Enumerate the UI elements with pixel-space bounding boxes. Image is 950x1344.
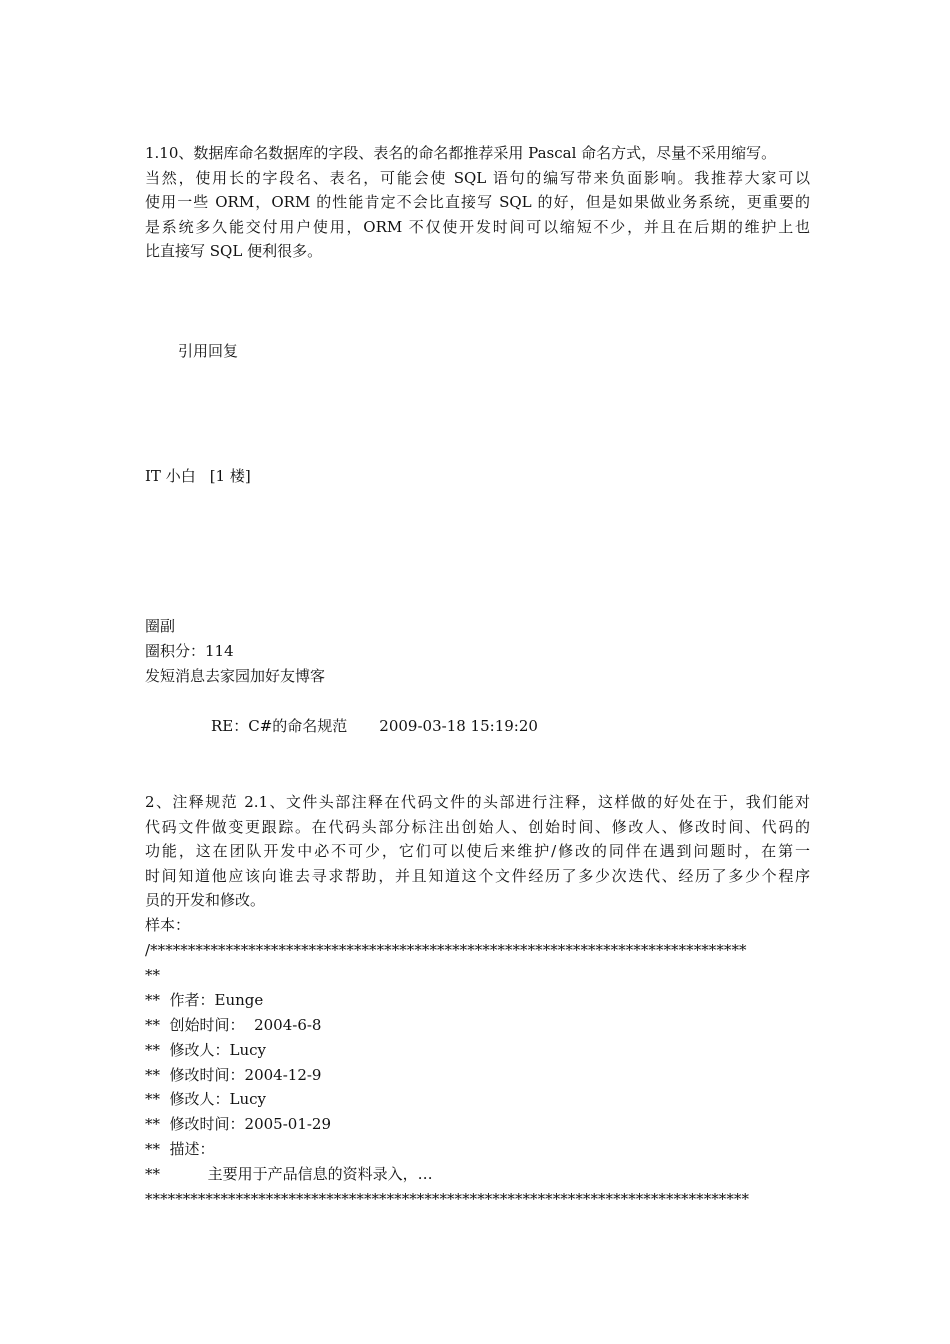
comment-paragraph bbox=[145, 790, 810, 913]
code-line: ** 主要用于产品信息的资料录入，… bbox=[145, 1165, 433, 1184]
author-name[interactable]: IT 小白 bbox=[145, 467, 196, 485]
reply-title: RE：C#的命名规范 bbox=[211, 717, 348, 735]
comment-line: 时间知道他应该向谁去寻求帮助，并且知道这个文件经历了多少次迭代、经历了多少个程序 bbox=[145, 866, 810, 885]
quote-reply-link[interactable]: 引用回复 bbox=[178, 342, 239, 360]
code-line: ** 修改人：Lucy bbox=[145, 1090, 267, 1109]
code-line: ** 修改时间：2005-01-29 bbox=[145, 1115, 332, 1134]
reply-date: 2009-03-18 15:19:20 bbox=[379, 717, 538, 735]
code-line: ** 修改时间：2004-12-9 bbox=[145, 1065, 322, 1084]
code-line: ** 修改人：Lucy bbox=[145, 1040, 267, 1059]
intro-paragraph bbox=[145, 141, 810, 264]
author-score: 圈积分：114 bbox=[145, 642, 234, 660]
author-action-links[interactable]: 发短消息去家园加好友博客 bbox=[145, 667, 326, 685]
code-line: ** bbox=[145, 965, 160, 984]
sample-label: 样本： bbox=[145, 916, 191, 934]
intro-line: 比直接写 SQL 便利很多。 bbox=[145, 242, 323, 261]
comment-line: 功能，这在团队开发中必不可少，它们可以使后来维护/修改的同伴在遇到问题时，在第一 bbox=[145, 842, 810, 861]
code-line: /******************************************************************************* bbox=[145, 941, 747, 959]
intro-line: 使用一些 ORM，ORM 的性能肯定不会比直接写 SQL 的好，但是如果做业务系统，更重要的 bbox=[145, 193, 810, 212]
code-line: ** 创始时间： 2004-6-8 bbox=[145, 1015, 322, 1034]
reply-header bbox=[211, 715, 538, 736]
code-line: ** 描述： bbox=[145, 1140, 215, 1159]
code-line: ******************************************************************************** bbox=[145, 1190, 749, 1209]
author-role: 圈副 bbox=[145, 617, 176, 635]
floor-number: [1 楼] bbox=[209, 467, 251, 485]
intro-line: 当然，使用长的字段名、表名，可能会使 SQL 语句的编写带来负面影响。我推荐大家可以 bbox=[145, 168, 810, 187]
comment-line: 代码文件做变更跟踪。在代码头部分标注出创始人、创始时间、修改人、修改时间、代码的 bbox=[145, 817, 810, 836]
code-line: ** 作者：Eunge bbox=[145, 990, 264, 1009]
code-sample bbox=[145, 938, 810, 1212]
post-author-line bbox=[145, 465, 251, 486]
intro-line: 是系统多久能交付用户使用，ORM 不仅使开发时间可以缩短不少，并且在后期的维护上也 bbox=[145, 217, 810, 236]
comment-line: 员的开发和修改。 bbox=[145, 891, 266, 910]
comment-line: 2、注释规范 2.1、文件头部注释在代码文件的头部进行注释，这样做的好处在于，我们能对 bbox=[145, 793, 810, 811]
intro-line: 1.10、数据库命名数据库的字段、表名的命名都推荐采用 Pascal 命名方式，尽量不采用缩写。 bbox=[145, 144, 777, 162]
